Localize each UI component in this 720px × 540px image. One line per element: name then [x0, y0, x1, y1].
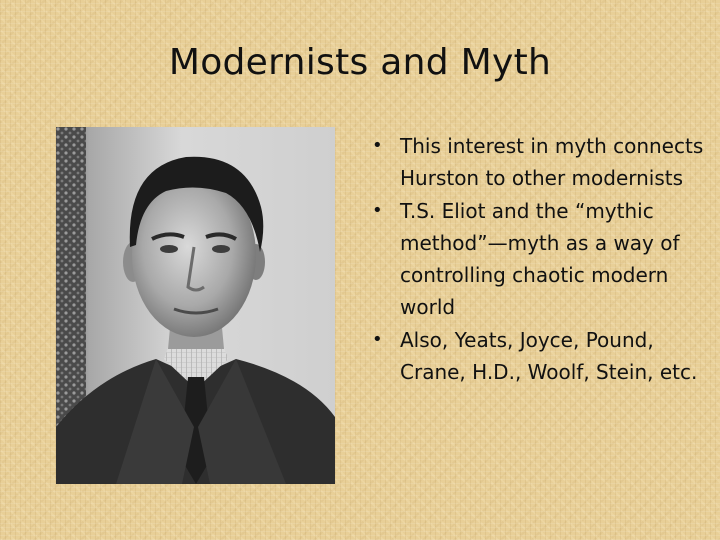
- bullet-text: This interest in myth connects Hurston to other modernists: [400, 134, 704, 190]
- slide-title: Modernists and Myth: [168, 42, 552, 83]
- bullet-marker: •: [372, 329, 383, 350]
- bullet-text: Also, Yeats, Joyce, Pound, Crane, H.D., Woolf, Stein, etc.: [400, 328, 698, 384]
- bullet-text: T.S. Eliot and the “mythic method”—myth as a way of controlling chaotic modern world: [400, 199, 680, 319]
- bullet-list: [366, 130, 711, 389]
- portrait-image: [56, 127, 335, 484]
- bullet-marker: •: [372, 135, 383, 156]
- bullet-marker: •: [372, 200, 383, 221]
- portrait-photo: [56, 127, 335, 484]
- bullet-item: [366, 130, 711, 194]
- bullet-item: [366, 324, 711, 388]
- bullet-item: [366, 195, 711, 323]
